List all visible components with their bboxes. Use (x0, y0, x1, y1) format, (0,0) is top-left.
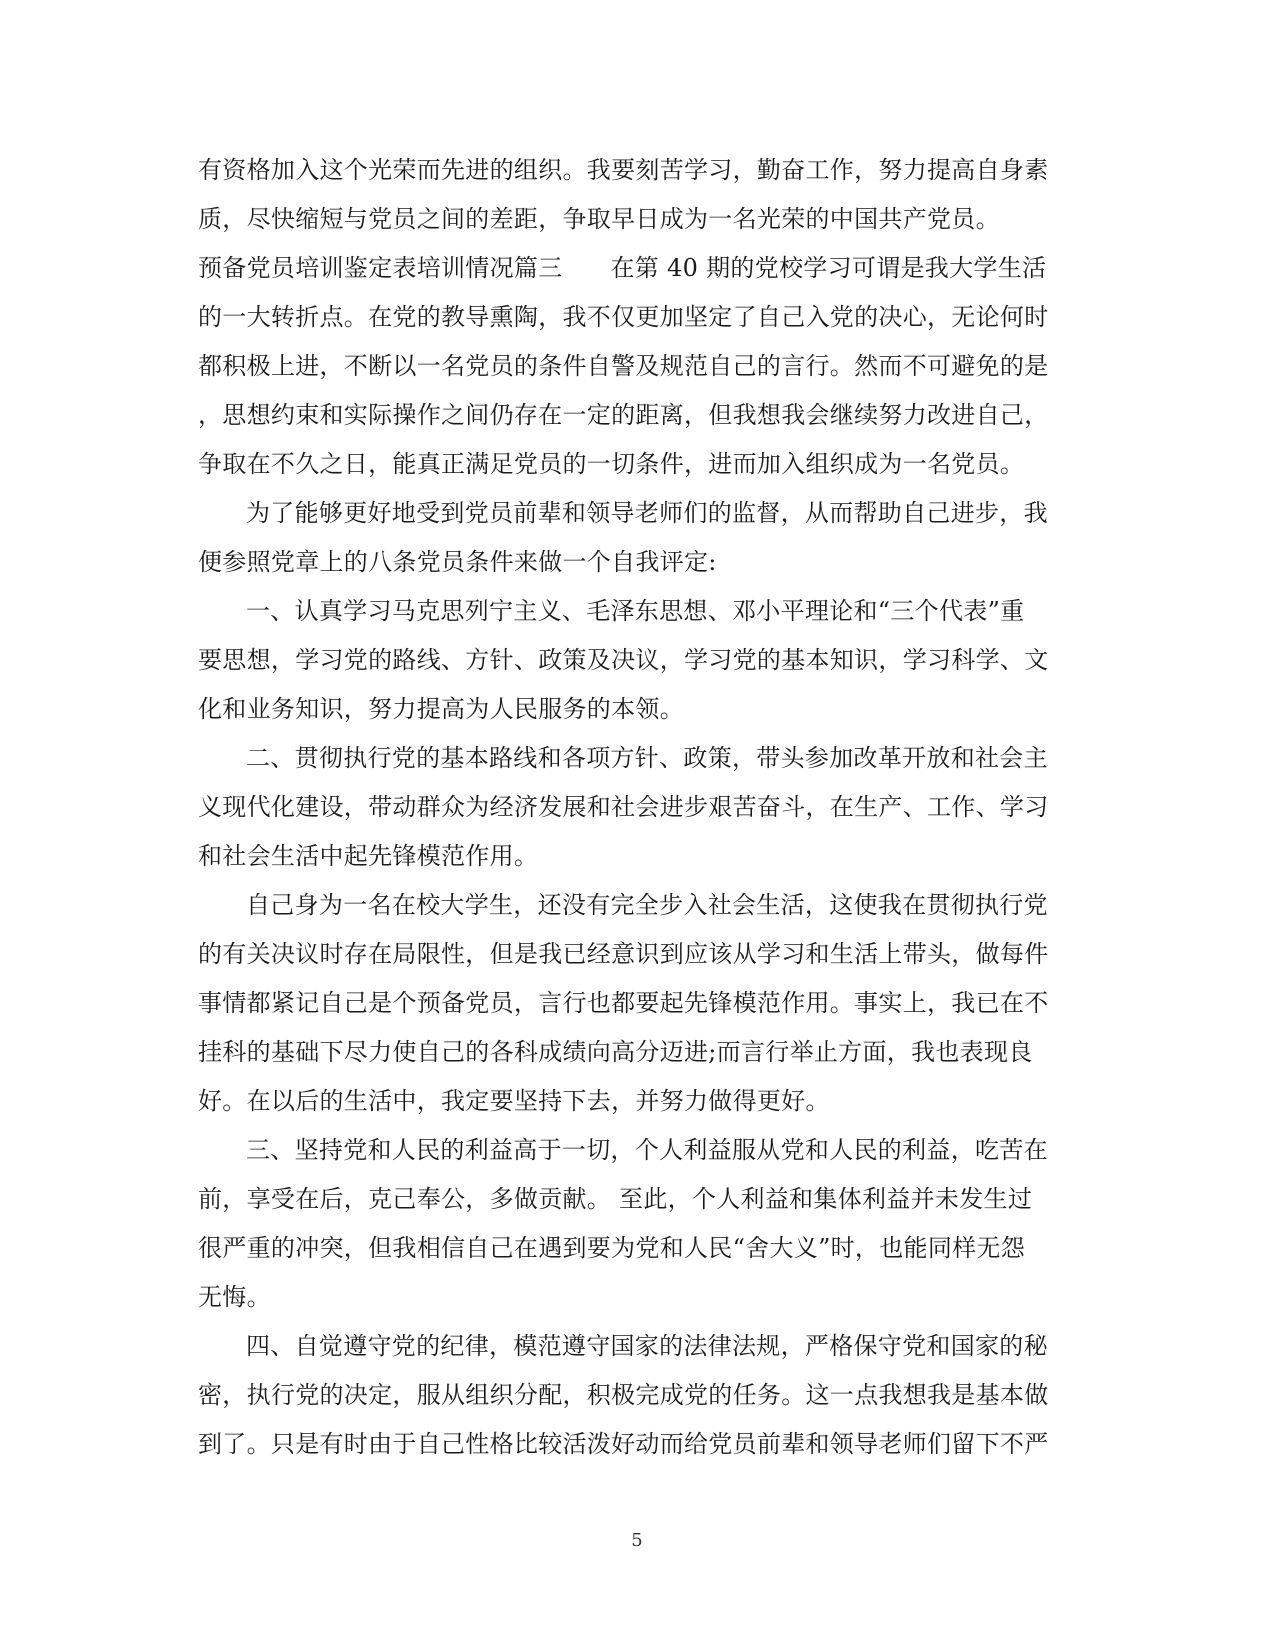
text-line: 化和业务知识，努力提高为人民服务的本领。 (198, 695, 684, 723)
text-line: 很严重的冲突，但我相信自己在遇到要为党和人民“舍大义”时，也能同样无怨 (198, 1234, 1026, 1262)
text-line: 质，尽快缩短与党员之间的差距，争取早日成为一名光荣的中国共产党员。 (198, 205, 1000, 233)
text-line: 事情都紧记自己是个预备党员，言行也都要起先锋模范作用。事实上，我已在不 (198, 989, 1049, 1017)
text-line: ，思想约束和实际操作之间仍存在一定的距离，但我想我会继续努力改进自己， (198, 401, 1049, 429)
paragraph-start-line: 三、坚持党和人民的利益高于一切，个人利益服从党和人民的利益，吃苦在 (246, 1136, 1048, 1164)
text-line: 挂科的基础下尽力使自己的各科成绩向高分迈进;而言行举止方面，我也表现良 (198, 1038, 1033, 1066)
text-line: 便参照党章上的八条党员条件来做一个自我评定: (198, 548, 717, 576)
text-line: 和社会生活中起先锋模范作用。 (198, 842, 539, 870)
text-line: 无悔。 (198, 1283, 271, 1311)
section-heading-line (198, 250, 1078, 299)
section-heading: 预备党员培训鉴定表培训情况篇三 (198, 254, 563, 282)
paragraph-start-line: 为了能够更好地受到党员前辈和领导老师们的监督，从而帮助自己进步，我 (246, 499, 1048, 527)
paragraph-start-line: 一、认真学习马克思列宁主义、毛泽东思想、邓小平理论和“三个代表”重 (246, 597, 1025, 625)
text-line: 的一大转折点。在党的教导熏陶，我不仅更加坚定了自己入党的决心，无论何时 (198, 303, 1049, 331)
paragraph-start-line: 二、贯彻执行党的基本路线和各项方针、政策，带头参加改革开放和社会主 (246, 744, 1048, 772)
text-line: 争取在不久之日，能真正满足党员的一切条件，进而加入组织成为一名党员。 (198, 450, 1025, 478)
body-text (198, 152, 1078, 1475)
text-line: 要思想，学习党的路线、方针、政策及决议，学习党的基本知识，学习科学、文 (198, 646, 1049, 674)
text-line: 义现代化建设，带动群众为经济发展和社会进步艰苦奋斗，在生产、工作、学习 (198, 793, 1049, 821)
text-line: 的有关决议时存在局限性，但是我已经意识到应该从学习和生活上带头，做每件 (198, 940, 1049, 968)
paragraph-start-line: 四、自觉遵守党的纪律，模范遵守国家的法律法规，严格保守党和国家的秘 (246, 1332, 1048, 1360)
page-number: 5 (631, 1530, 643, 1551)
text-line: 好。在以后的生活中，我定要坚持下去，并努力做得更好。 (198, 1087, 830, 1115)
text-line: 密，执行党的决定，服从组织分配，积极完成党的任务。这一点我想我是基本做 (198, 1381, 1049, 1409)
text-line: 都积极上进，不断以一名党员的条件自警及规范自己的言行。然而不可避免的是 (198, 352, 1049, 380)
text-line: 到了。只是有时由于自己性格比较活泼好动而给党员前辈和领导老师们留下不严 (198, 1430, 1049, 1458)
paragraph-start-line: 自己身为一名在校大学生，还没有完全步入社会生活，这使我在贯彻执行党 (246, 891, 1048, 919)
text-line: 前，享受在后，克己奉公，多做贡献。 至此，个人利益和集体利益并未发生过 (198, 1185, 1033, 1213)
section-heading-continuation: 在第 40 期的党校学习可谓是我大学生活 (610, 254, 1047, 282)
text-line: 有资格加入这个光荣而先进的组织。我要刻苦学习，勤奋工作，努力提高自身素 (198, 156, 1049, 184)
